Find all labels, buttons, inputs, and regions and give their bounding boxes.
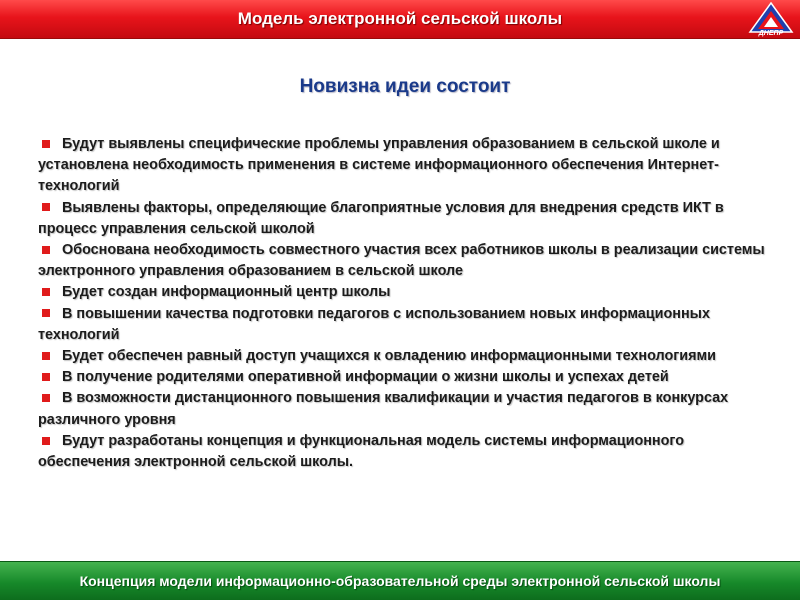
section-heading: Новизна идеи состоит <box>299 76 511 97</box>
header-bar <box>0 0 800 39</box>
square-bullet-icon <box>42 246 50 254</box>
list-item-text: В возможности дистанционного повышения квалификации и участия педагогов в конкурсах различного уровня <box>38 390 729 428</box>
list-item-text: Будет создан информационный центр школы <box>62 284 391 301</box>
slide-title: Модель электронной сельской школы <box>237 9 563 28</box>
list-item <box>38 282 766 303</box>
square-bullet-icon <box>42 352 50 360</box>
list-item <box>38 367 766 388</box>
list-item-text: Будут выявлены специфические проблемы управления образованием в сельской школе и установлена необходимость применения в системе информационного обеспечения Интернет-технологий <box>38 136 720 195</box>
list-item-text: В получение родителями оперативной информации о жизни школы и успехах детей <box>62 369 669 386</box>
bullet-list <box>38 134 766 473</box>
list-item <box>38 304 766 346</box>
square-bullet-icon <box>42 288 50 296</box>
list-item <box>38 240 766 282</box>
square-bullet-icon <box>42 309 50 317</box>
list-item <box>38 198 766 240</box>
footer-bar <box>0 561 800 600</box>
logo-caption: ДНЕПР <box>758 30 784 37</box>
list-item-text: Будут разработаны концепция и функциональная модель системы информационного обеспечения электронной сельской школы. <box>38 432 685 471</box>
list-item-text: Обоснована необходимость совместного участия всех работников школы в реализации системы электронного управления образованием в сельской школе <box>38 242 765 280</box>
list-item-text: В повышении качества подготовки педагогов с использованием новых информационных технологий <box>38 305 710 343</box>
list-item-text: Выявлены факторы, определяющие благоприятные условия для внедрения средств ИКТ в процесс управления сельской школой <box>38 199 724 237</box>
square-bullet-icon <box>42 394 50 402</box>
list-item <box>38 134 766 198</box>
list-item <box>38 431 766 473</box>
list-item <box>38 346 766 367</box>
triangle-logo-icon <box>748 2 794 38</box>
square-bullet-icon <box>42 203 50 211</box>
footer-caption: Концепция модели информационно-образовательной среды электронной сельской школы <box>79 573 721 589</box>
list-item-text: Будет обеспечен равный доступ учащихся к овладению информационными технологиями <box>62 348 717 365</box>
square-bullet-icon <box>42 373 50 381</box>
list-item <box>38 388 766 430</box>
square-bullet-icon <box>42 140 50 148</box>
square-bullet-icon <box>42 437 50 445</box>
